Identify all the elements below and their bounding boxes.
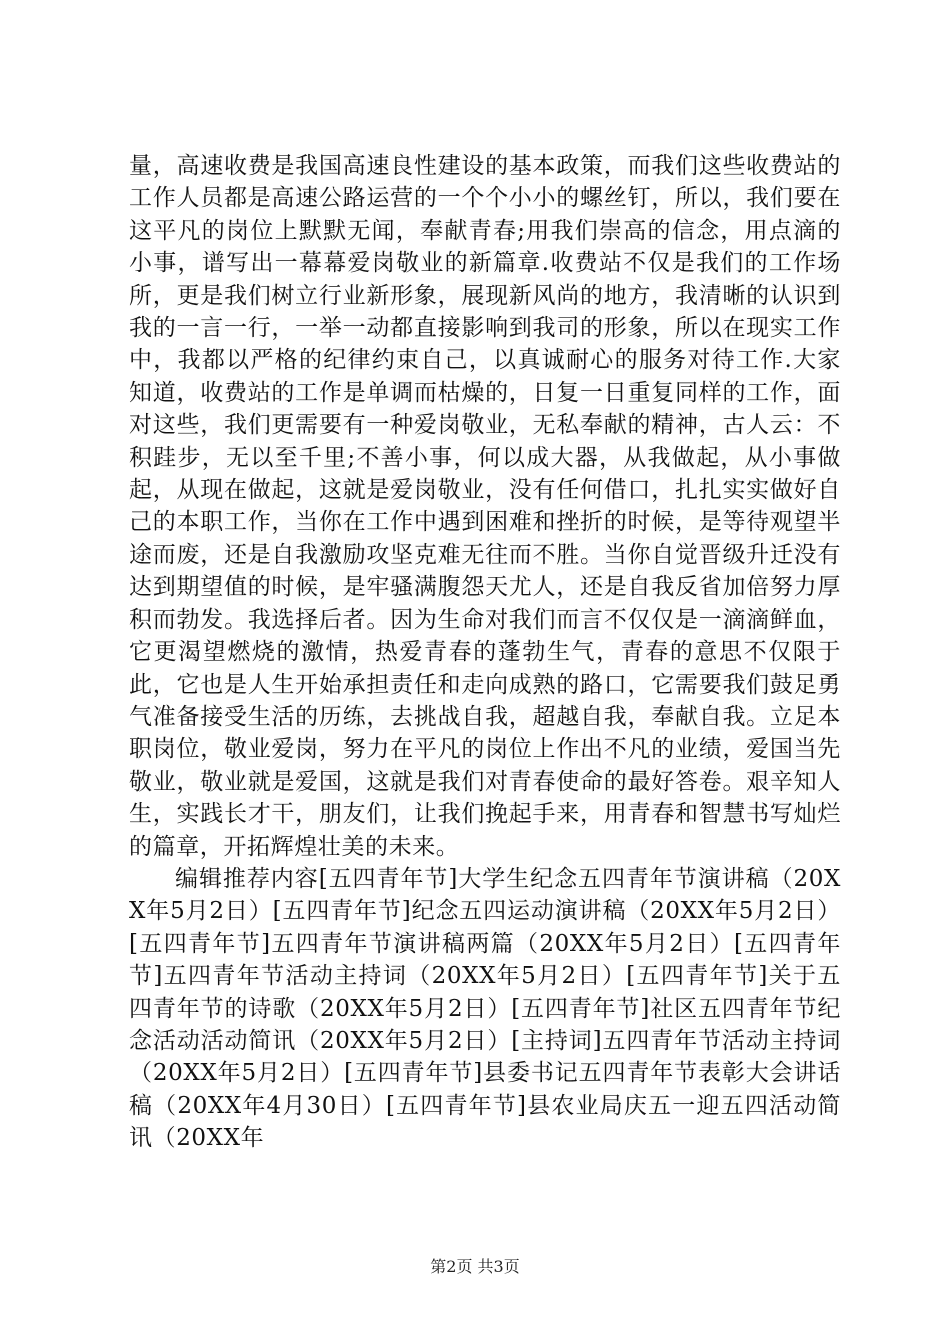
document-body: [129, 150, 841, 1155]
page-number-footer: 第2页 共3页: [430, 1257, 520, 1276]
body-paragraph-1: 量，高速收费是我国高速良性建设的基本政策，而我们这些收费站的工作人员都是高速公路运营的一个个小小的螺丝钉，所以，我们要在这平凡的岗位上默默无闻，奉献青春;用我们崇高的信念，用点滴的小事，谱写出一幕幕爱岗敬业的新篇章.收费站不仅是我们的工作场所，更是我们树立行业新形象，展现新风尚的地方，我清晰的认识到我的一言一行，一举一动都直接影响到我司的形象，所以在现实工作中，我都以严格的纪律约束自己，以真诚耐心的服务对待工作.大家知道，收费站的工作是单调而枯燥的，日复一日重复同样的工作，面对这些，我们更需要有一种爱岗敬业，无私奉献的精神，古人云：不积跬步，无以至千里;不善小事，何以成大器，从我做起，从小事做起，从现在做起，这就是爱岗敬业，没有任何借口，扎扎实实做好自己的本职工作，当你在工作中遇到困难和挫折的时候，是等待观望半途而废，还是自我激励攻坚克难无往而不胜。当你自觉晋级升迁没有达到期望值的时候，是牢骚满腹怨天尤人，还是自我反省加倍努力厚积而勃发。我选择后者。因为生命对我们而言不仅仅是一滴滴鲜血，它更渴望燃烧的激情，热爱青春的蓬勃生气，青春的意思不仅限于此，它也是人生开始承担责任和走向成熟的路口，它需要我们鼓足勇气准备接受生活的历练，去挑战自我，超越自我，奉献自我。立足本职岗位，敬业爱岗，努力在平凡的岗位上作出不凡的业绩，爱国当先敬业，敬业就是爱国，这就是我们对青春使命的最好答卷。艰辛知人生，实践长才干，朋友们，让我们挽起手来，用青春和智慧书写灿烂的篇章，开拓辉煌壮美的未来。: [129, 153, 841, 860]
body-paragraph-2: 编辑推荐内容[五四青年节]大学生纪念五四青年节演讲稿（20XX年5月2日）[五四青年节]纪念五四运动演讲稿（20XX年5月2日）[五四青年节]五四青年节演讲稿两篇（20XX年5月2日）[五四青年节]五四青年节活动主持词（20XX年5月2日）[五四青年节]关于五四青年节的诗歌（20XX年5月2日）[五四青年节]社区五四青年节纪念活动活动简讯（20XX年5月2日）[主持词]五四青年节活动主持词（20XX年5月2日）[五四青年节]县委书记五四青年节表彰大会讲话稿（20XX年4月30日）[五四青年节]县农业局庆五一迎五四活动简讯（20XX年: [129, 865, 841, 1152]
